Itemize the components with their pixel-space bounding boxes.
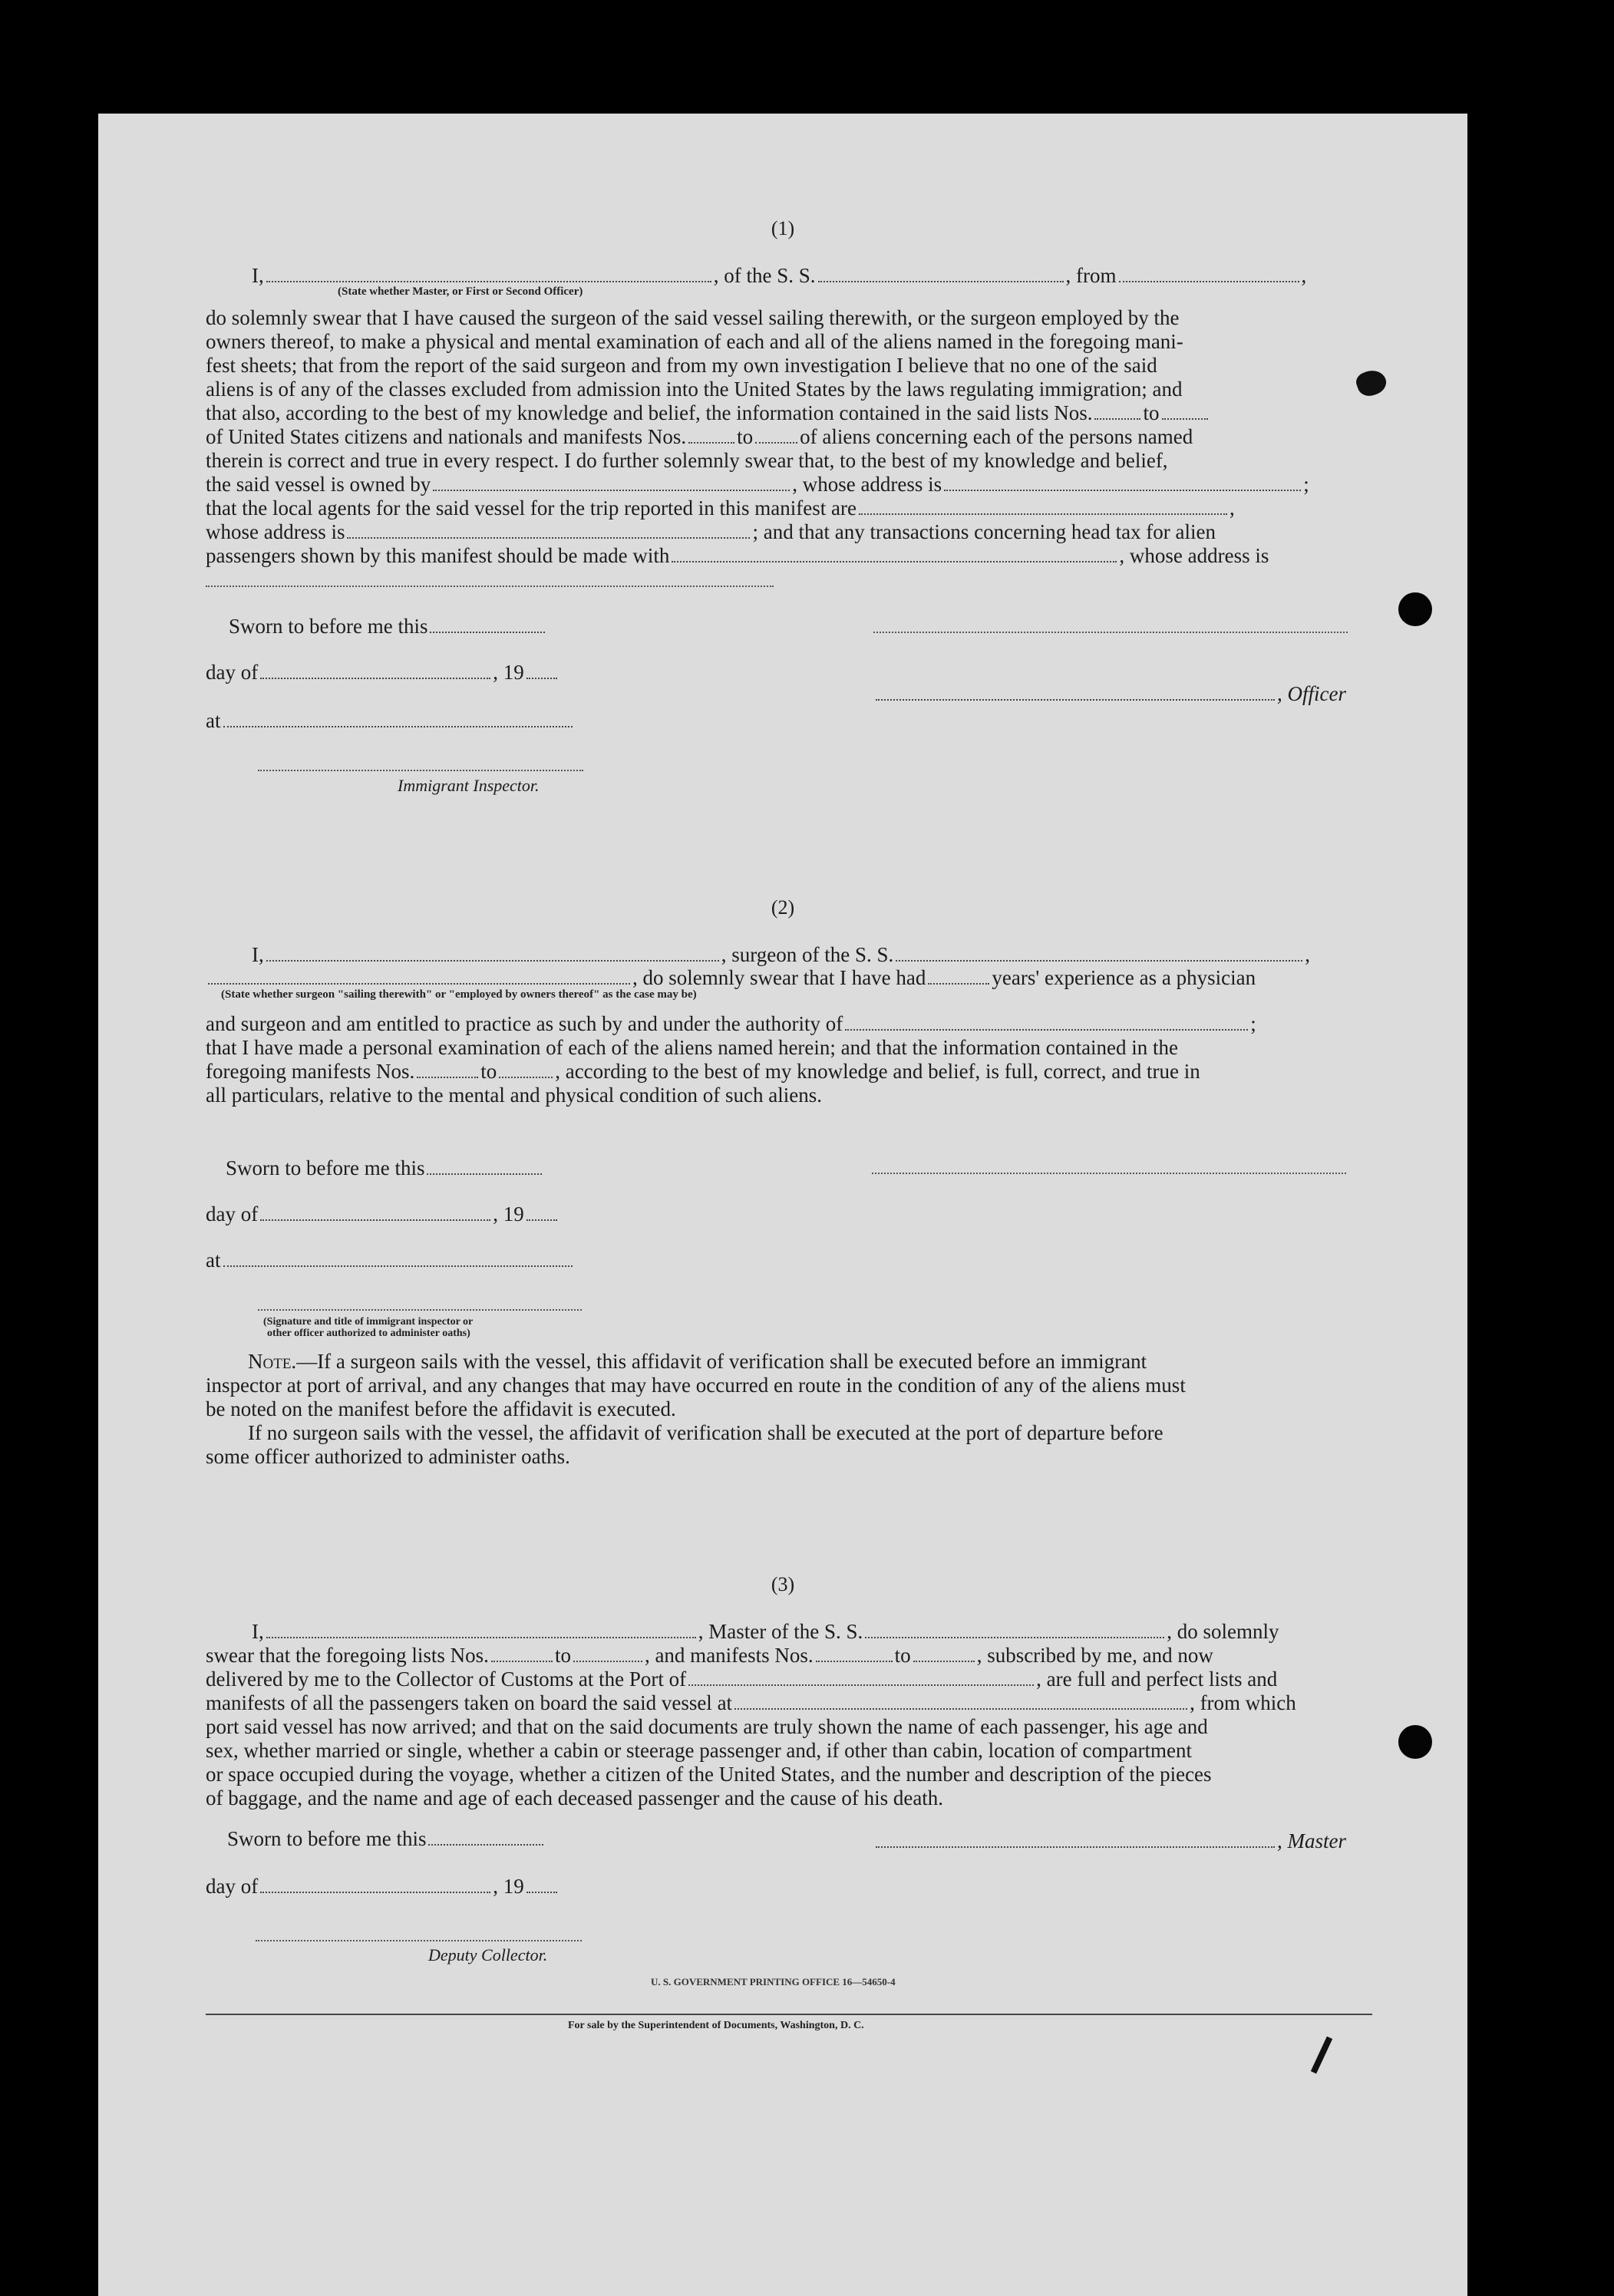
s2-at: at [206,1248,575,1272]
s2-surgeon-signature-line[interactable] [872,1173,1346,1174]
s2-sworn: Sworn to before me this [226,1156,544,1180]
years-experience-field[interactable] [928,982,989,985]
lists-to-field[interactable] [1162,417,1208,420]
footer-rule [206,2014,1372,2015]
master-name-field[interactable] [266,1636,696,1638]
s3-line6: sex, whether married or single, whether a cabin or steerage passenger and, if other than cabin, location of compartment [206,1739,1193,1762]
s1-lists-line: that also, according to the best of my knowledge and belief, the information contained in the said lists Nos. to [206,401,1210,425]
s3-line2: swear that the foregoing lists Nos. to , and manifests Nos. to , subscribed by me, and now [206,1644,1213,1667]
authority-field[interactable] [845,1028,1248,1031]
from-port-field[interactable] [1119,280,1299,282]
rank-field[interactable] [266,280,711,282]
s1-passengers-line: passengers shown by this manifest should be made with , whose address is [206,544,1269,567]
s3-line3: delivered by me to the Collector of Customs at the Port of , are full and perfect lists and [206,1668,1278,1691]
lists-from-field[interactable] [1094,417,1140,420]
s1-owned-line: the said vessel is owned by , whose address is ; [206,473,1309,496]
agents-address-field[interactable] [347,536,750,539]
s1-inspector-label: Immigrant Inspector. [398,776,540,795]
manifests-from-field[interactable] [688,441,734,444]
s3-master-line: , Master [873,1829,1346,1853]
s2-line4: that I have made a personal examination of each of the aliens named herein; and that the information contained in the [206,1036,1179,1059]
document-page [98,114,1467,2296]
s2-manifests-from-field[interactable] [417,1076,478,1078]
s1-body-line-2: owners thereof, to make a physical and mental examination of each and all of the aliens named in the foregoing mani- [206,330,1183,353]
s3-master-signature-field[interactable] [876,1846,1275,1848]
printing-office-imprint: U. S. GOVERNMENT PRINTING OFFICE 16—54650-4 [651,1976,896,1988]
s2-note-5: some officer authorized to administer oaths. [206,1445,570,1468]
s1-respect-line: therein is correct and true in every respect. I do further solemnly swear that, to the best of my knowledge and belief, [206,449,1168,472]
s2-line1: I, , surgeon of the S. S. , [252,943,1311,966]
section-2-number: (2) [771,896,795,919]
s3-deputy-signature-line[interactable] [256,1940,582,1941]
head-tax-agent-field[interactable] [672,560,1117,562]
s2-day-of: day of , 19 [206,1202,559,1226]
section-1-number: (1) [771,217,795,239]
pen-mark [1311,2037,1332,2074]
s1-officer-line: , Officer [873,681,1346,706]
s1-agents-line: that the local agents for the said vessel for the trip reported in this manifest are , [206,496,1235,520]
for-sale-notice: For sale by the Superintendent of Documents, Washington, D. C. [568,2020,864,2031]
s2-line5: foregoing manifests Nos. to , according to the best of my knowledge and belief, is full, correct, and true in [206,1060,1200,1083]
s2-line3: and surgeon and am entitled to practice as such by and under the authority of ; [206,1012,1256,1035]
s3-deputy-label: Deputy Collector. [428,1945,548,1964]
head-tax-address-field[interactable] [206,586,774,587]
s1-whose-line: whose address is ; and that any transactions concerning head tax for alien [206,520,1216,543]
punch-hole-top [1398,592,1432,626]
s3-line1: I, , Master of the S. S. , do solemnly [252,1620,1279,1643]
s3-manifests-to-field[interactable] [913,1660,975,1662]
s3-year-field[interactable] [526,1891,557,1893]
manifests-to-field[interactable] [755,441,797,444]
section-3-number: (3) [771,1573,795,1595]
s3-lists-to-field[interactable] [573,1660,642,1662]
s3-line4: manifests of all the passengers taken on board the said vessel at , from which [206,1691,1296,1714]
s2-line6: all particulars, relative to the mental and physical condition of such aliens. [206,1084,822,1107]
s1-day-of: day of , 19 [206,660,559,685]
s3-day-of: day of , 19 [206,1874,559,1898]
owner-address-field[interactable] [944,489,1301,491]
s1-body-line-4: aliens is of any of the classes excluded from admission into the United States by the laws regulating immigration; and [206,378,1183,401]
s1-day-month-field[interactable] [260,677,490,679]
s2-line2: , do solemnly swear that I have had years' experience as a physician [206,965,1256,990]
surgeon-name-field[interactable] [266,959,719,962]
s1-body-line-3: fest sheets; that from the report of the said surgeon and from my own investigation I believe that no one of the said [206,354,1157,377]
s3-line8: of baggage, and the name and age of each deceased passenger and the cause of his death. [206,1786,944,1809]
s3-line5: port said vessel has now arrived; and that on the said documents are truly shown the name of each passenger, his age and [206,1715,1208,1738]
s3-day-month-field[interactable] [260,1891,490,1893]
ink-blot [1354,366,1390,399]
ship-name-field[interactable] [818,280,1064,282]
port-field[interactable] [688,1684,1034,1686]
s1-body-line-1: do solemnly swear that I have caused the surgeon of the said vessel sailing therewith, or the surgeon employed by the [206,306,1180,329]
s2-manifests-to-field[interactable] [499,1076,553,1078]
s2-ship-field[interactable] [896,959,1302,962]
surgeon-status-field[interactable] [208,982,630,985]
s1-sworn-date-field[interactable] [430,631,545,633]
s1-inspector-signature-line[interactable] [258,770,583,771]
s2-sig-caption-2: other officer authorized to administer oaths) [267,1328,470,1339]
s1-line1: I, , of the S. S. , from , [252,264,1307,287]
s3-line7: or space occupied during the voyage, whether a citizen of the United States, and the number and description of the pieces [206,1763,1212,1786]
s1-sworn: Sworn to before me this [229,614,547,638]
s2-officer-signature-line[interactable] [258,1309,582,1311]
s3-sworn: Sworn to before me this [227,1826,546,1851]
s1-at-field[interactable] [223,725,573,727]
s2-year-field[interactable] [526,1219,557,1221]
s1-officer-signature-line[interactable] [873,632,1348,633]
s2-sig-caption-1: (Signature and title of immigrant inspector or [263,1316,474,1328]
punch-hole-bottom [1398,1725,1432,1759]
s2-status-caption: (State whether surgeon "sailing therewith" or "employed by owners thereof" as the case may be) [221,988,697,1001]
s2-day-month-field[interactable] [260,1219,490,1221]
s2-at-field[interactable] [223,1265,573,1267]
s1-year-field[interactable] [526,677,557,679]
s2-note-1: Note.—If a surgeon sails with the vessel, this affidavit of verification shall be executed before an immigrant [248,1350,1147,1373]
s1-rank-caption: (State whether Master, or First or Second Officer) [338,285,583,298]
s3-ship-field[interactable] [865,1636,1164,1638]
owner-field[interactable] [433,489,790,491]
s1-manifests-line: of United States citizens and nationals and manifests Nos. to of aliens concerning each of the persons named [206,425,1193,448]
s1-officer-field[interactable] [876,698,1275,701]
s2-note-4: If no surgeon sails with the vessel, the affidavit of verification shall be executed at the port of departure before [248,1421,1163,1444]
s3-sworn-date-field[interactable] [428,1843,543,1846]
s3-lists-from-field[interactable] [491,1660,553,1662]
boarding-port-field[interactable] [734,1707,1187,1710]
s3-manifests-from-field[interactable] [816,1660,893,1662]
s2-note-3: be noted on the manifest before the affidavit is executed. [206,1397,676,1420]
s2-sworn-date-field[interactable] [427,1173,542,1175]
s1-at: at [206,708,575,733]
s2-note-2: inspector at port of arrival, and any changes that may have occurred en route in the condition of any of the aliens must [206,1374,1186,1397]
agents-field[interactable] [859,513,1227,515]
